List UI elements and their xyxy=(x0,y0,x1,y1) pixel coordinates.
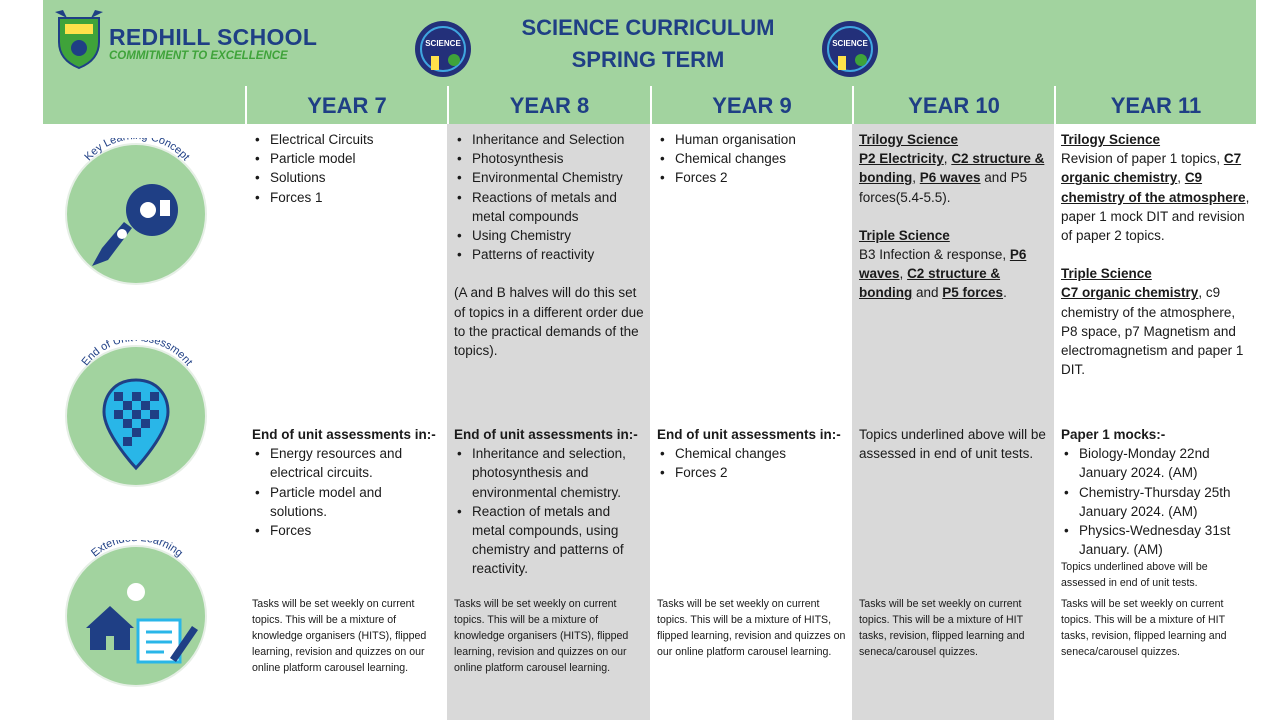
y8-end-list xyxy=(454,444,644,578)
y10-t-c2: C2 structure & bonding xyxy=(859,151,1045,186)
list-item: • Reactions of metals and metal compounds xyxy=(454,188,644,226)
badge-text-left: SCIENCE xyxy=(425,39,461,48)
column-year-10 xyxy=(852,124,1054,720)
column-year-11 xyxy=(1054,124,1256,720)
year-header-9: YEAR 9 xyxy=(650,86,852,124)
y8-key-list xyxy=(454,130,644,264)
title-line-1: SCIENCE CURRICULUM xyxy=(521,15,775,40)
list-item: • Particle model xyxy=(252,149,441,168)
year-header-10: YEAR 10 xyxy=(852,86,1054,124)
y11-t-rest: , paper 1 mock DIT and revision of paper 2 topics. xyxy=(1061,189,1250,244)
y10-triple-topics xyxy=(859,245,1048,303)
y7-end-of-unit xyxy=(252,425,441,540)
y11-end-of-unit xyxy=(1061,425,1250,591)
y8-key-note: (A and B halves will do this set of topics in a different order due to the practical demands of the topics). xyxy=(454,285,644,359)
y11-end-note: Topics underlined above will be assessed in end of unit tests. xyxy=(1061,561,1208,590)
list-item: • Chemistry-Thursday 25th January 2024. (AM) xyxy=(1061,483,1250,521)
page-title xyxy=(513,12,783,76)
list-item: • Particle model and solutions. xyxy=(252,483,441,521)
row-label-ext: Exten arning xyxy=(89,540,185,560)
year-header-row xyxy=(43,86,1256,124)
science-badge-left xyxy=(414,20,472,78)
list-item: • Chemical changes xyxy=(657,444,846,463)
y10-tr-p5: P5 forces xyxy=(942,285,1004,301)
y7-key-learning xyxy=(252,130,441,207)
y10-tr-c2: C2 structure & bonding xyxy=(859,266,1001,301)
list-item: • Environmental Chemistry xyxy=(454,168,644,187)
y8-extended-learning: Tasks will be set weekly on current topics. This will be a mixture of knowledge organisers (HITS), flipped learning, revision and quizzes on our online platform carousel learning. xyxy=(454,598,629,674)
y7-key-list xyxy=(252,130,441,207)
y11-end-list xyxy=(1061,444,1250,559)
y10-trilogy-topics xyxy=(859,149,1048,207)
list-item: • Electrical Circuits xyxy=(252,130,441,149)
y9-key-learning xyxy=(657,130,846,188)
sep: , xyxy=(1177,170,1185,186)
y10-tr-b3: B3 Infection & response, xyxy=(859,247,1010,263)
list-item: • Forces 2 xyxy=(657,168,846,187)
list-item: • Patterns of reactivity xyxy=(454,245,644,264)
y10-triple-heading: Triple Science xyxy=(859,227,950,243)
y10-tr-p6: P6 waves xyxy=(859,247,1027,282)
list-item: • Chemical changes xyxy=(657,149,846,168)
school-motto: COMMITMENT TO EXCELLENCE xyxy=(109,50,288,62)
row-label-end: End of U essment xyxy=(79,340,195,369)
y10-t-p6: P6 waves xyxy=(919,170,981,186)
science-badge-icon xyxy=(821,20,879,78)
y10-trilogy-heading: Trilogy Science xyxy=(859,132,959,147)
y11-t-c9: C9 chemistry of the atmosphere xyxy=(1061,170,1246,205)
list-item: • Reaction of metals and metal compounds, using chemistry and patterns of reactivity. xyxy=(454,502,644,579)
year-header-8: YEAR 8 xyxy=(447,86,650,124)
header-banner xyxy=(43,0,1256,86)
list-item: • Human organisation xyxy=(657,130,846,149)
y9-extended-learning: Tasks will be set weekly on current topics. This will be a mixture of HITS, flipped learning, revision and quizzes on our online platform carousel learning. xyxy=(657,598,846,658)
list-item: • Forces 2 xyxy=(657,463,846,482)
y8-end-of-unit xyxy=(454,425,644,579)
y10-extended-learning: Tasks will be set weekly on current topics. This will be a mixture of HIT tasks, revision, flipped learning and seneca/carousel quizzes. xyxy=(859,598,1025,658)
list-item: • Biology-Monday 22nd January 2024. (AM) xyxy=(1061,444,1250,482)
year-header-7: YEAR 7 xyxy=(245,86,447,124)
title-line-2: SPRING TERM xyxy=(571,47,725,72)
y9-end-of-unit xyxy=(657,425,846,483)
school-crest-icon xyxy=(53,8,105,70)
y11-triple-topics xyxy=(1061,283,1250,379)
year-header-blank xyxy=(43,86,245,124)
sep: , xyxy=(899,266,908,282)
row-label-key: Key Lea Concept xyxy=(82,138,192,164)
list-item: • Energy resources and electrical circuits. xyxy=(252,444,441,482)
list-item: • Photosynthesis xyxy=(454,149,644,168)
y11-trilogy-heading: Trilogy Science xyxy=(1061,132,1161,147)
key-learning-concept-icon xyxy=(52,138,222,286)
badge-text-right: SCIENCE xyxy=(832,39,868,48)
y11-triple-heading: Triple Science xyxy=(1061,266,1152,282)
y7-end-list xyxy=(252,444,441,540)
y11-trilogy-topics xyxy=(1061,149,1250,245)
y8-key-learning xyxy=(454,130,644,360)
y11-end-heading: Paper 1 mocks:- xyxy=(1061,427,1166,442)
y11-t-c7: C7 organic chemistry xyxy=(1061,151,1242,186)
column-year-8 xyxy=(447,124,650,720)
y11-tr-c7: C7 organic chemistry xyxy=(1061,285,1199,301)
y7-end-heading: End of unit assessments in:- xyxy=(252,427,436,442)
y10-key-learning xyxy=(859,130,1048,303)
extended-learning-icon xyxy=(52,540,222,688)
sep: , xyxy=(943,151,952,167)
y11-key-learning xyxy=(1061,130,1250,379)
list-item: • Inheritance and selection, photosynthesis and environmental chemistry. xyxy=(454,444,644,502)
y7-extended-learning: Tasks will be set weekly on current topics. This will be a mixture of knowledge organisers (HITS), flipped learning, revision and quizzes on our online platform carousel learning. xyxy=(252,598,427,674)
y10-end-of-unit: Topics underlined above will be assessed in end of unit tests. xyxy=(859,427,1046,462)
column-year-9 xyxy=(650,124,852,720)
school-name: REDHILL SCHOOL xyxy=(109,24,318,50)
science-badge-icon xyxy=(414,20,472,78)
y11-t-intro: Revision of paper 1 topics, xyxy=(1061,151,1224,167)
list-item: • Forces 1 xyxy=(252,188,441,207)
column-year-7 xyxy=(245,124,447,720)
sep: . xyxy=(1003,285,1007,301)
list-item: • Physics-Wednesday 31st January. (AM) xyxy=(1061,521,1250,559)
science-badge-right xyxy=(821,20,879,78)
list-item: • Forces xyxy=(252,521,441,540)
year-header-11: YEAR 11 xyxy=(1054,86,1256,124)
list-item: • Inheritance and Selection xyxy=(454,130,644,149)
end-of-unit-assessment-icon xyxy=(52,340,222,488)
y9-end-list xyxy=(657,444,846,482)
y9-key-list xyxy=(657,130,846,188)
y10-t-p2: P2 Electricity xyxy=(859,151,944,167)
sep: , xyxy=(912,170,920,186)
y10-t-rest: and P5 forces(5.4-5.5). xyxy=(859,170,1028,205)
sep: and xyxy=(912,285,943,301)
y9-end-heading: End of unit assessments in:- xyxy=(657,427,841,442)
y11-extended-learning: Tasks will be set weekly on current topics. This will be a mixture of HIT tasks, revision, flipped learning and seneca/carousel quizzes. xyxy=(1061,598,1227,658)
list-item: • Using Chemistry xyxy=(454,226,644,245)
y11-tr-rest: , c9 chemistry of the atmosphere, P8 space, p7 Magnetism and electromagnetism and paper 1 DIT. xyxy=(1061,285,1244,378)
list-item: • Solutions xyxy=(252,168,441,187)
y8-end-heading: End of unit assessments in:- xyxy=(454,427,638,442)
school-logo xyxy=(53,8,318,70)
